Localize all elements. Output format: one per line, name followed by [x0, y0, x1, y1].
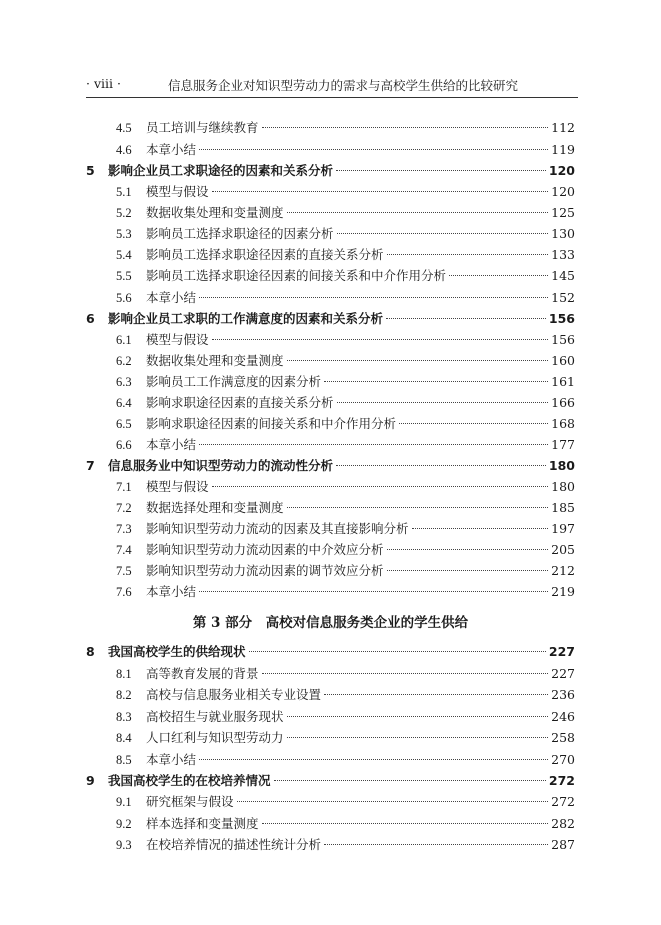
entry-number: 8.5: [116, 753, 132, 767]
toc-section-entry[interactable]: [0, 791, 661, 813]
entry-title: 模型与假设: [146, 332, 209, 347]
entry-page-number: 120: [548, 163, 575, 178]
toc-chapter-entry[interactable]: [0, 160, 661, 182]
dot-leader: [324, 844, 548, 845]
entry-number: 9: [86, 773, 95, 788]
dot-leader: [199, 297, 548, 298]
dot-leader: [387, 549, 549, 550]
toc-section-entry[interactable]: [0, 476, 661, 498]
toc-section-entry[interactable]: [0, 265, 661, 287]
entry-page-number: 197: [551, 521, 575, 536]
entry-title: 影响企业员工求职途径的因素和关系分析: [108, 163, 334, 178]
entry-number: 5.6: [116, 291, 132, 305]
entry-number: 9.2: [116, 817, 132, 831]
entry-page-number: 166: [551, 395, 575, 410]
toc-section-entry[interactable]: [0, 434, 661, 456]
entry-page-number: 287: [551, 837, 575, 852]
dot-leader: [449, 275, 548, 276]
entry-page-number: 156: [548, 311, 575, 326]
entry-title: 数据选择处理和变量测度: [146, 500, 284, 515]
dot-leader: [287, 716, 549, 717]
toc-chapter-entry[interactable]: [0, 641, 661, 663]
toc-section-entry[interactable]: [0, 117, 661, 139]
entry-title: 影响知识型劳动力流动的因素及其直接影响分析: [146, 521, 409, 536]
entry-number: 4.6: [116, 143, 132, 157]
toc-section-entry[interactable]: [0, 560, 661, 582]
entry-title: 样本选择和变量测度: [146, 816, 259, 831]
running-header: [86, 76, 578, 96]
entry-title: 在校培养情况的描述性统计分析: [146, 837, 322, 852]
entry-page-number: 185: [551, 500, 575, 515]
entry-page-number: 145: [551, 268, 575, 283]
entry-page-number: 180: [551, 479, 575, 494]
entry-number: 6.4: [116, 396, 132, 410]
toc-section-entry[interactable]: [0, 497, 661, 519]
dot-leader: [199, 591, 548, 592]
entry-page-number: 161: [551, 374, 575, 389]
entry-page-number: 160: [551, 353, 575, 368]
dot-leader: [287, 737, 549, 738]
entry-number: 8.3: [116, 710, 132, 724]
entry-number: 4.5: [116, 121, 132, 135]
dot-leader: [399, 423, 548, 424]
toc-chapter-entry[interactable]: [0, 770, 661, 792]
entry-number: 5.3: [116, 227, 132, 241]
toc-chapter-entry[interactable]: [0, 455, 661, 477]
entry-number: 6.6: [116, 438, 132, 452]
dot-leader: [199, 444, 548, 445]
entry-title: 影响员工选择求职途径因素的间接关系和中介作用分析: [146, 268, 447, 283]
entry-title: 影响求职途径因素的间接关系和中介作用分析: [146, 416, 397, 431]
toc-section-entry[interactable]: [0, 329, 661, 351]
entry-number: 5.4: [116, 248, 132, 262]
entry-page-number: 272: [548, 773, 575, 788]
part-heading: 第 3 部分 高校对信息服务类企业的学生供给: [192, 615, 469, 631]
toc-section-entry[interactable]: [0, 139, 661, 161]
toc-section-entry[interactable]: [0, 813, 661, 835]
toc-section-entry[interactable]: [0, 727, 661, 749]
entry-title: 人口红利与知识型劳动力: [146, 730, 284, 745]
entry-number: 8: [86, 644, 95, 659]
entry-title: 影响员工工作满意度的因素分析: [146, 374, 322, 389]
entry-title: 影响员工选择求职途径的因素分析: [146, 226, 334, 241]
entry-title: 本章小结: [146, 142, 197, 157]
dot-leader: [287, 507, 549, 508]
entry-page-number: 205: [551, 542, 575, 557]
toc-section-entry[interactable]: [0, 413, 661, 435]
dot-leader: [199, 149, 548, 150]
entry-number: 6.5: [116, 417, 132, 431]
book-title: 信息服务企业对知识型劳动力的需求与高校学生供给的比较研究: [168, 78, 519, 93]
entry-page-number: 272: [551, 794, 575, 809]
entry-number: 7.5: [116, 564, 132, 578]
entry-title: 数据收集处理和变量测度: [146, 353, 284, 368]
entry-number: 6.3: [116, 375, 132, 389]
dot-leader: [199, 759, 548, 760]
dot-leader: [287, 212, 549, 213]
entry-title: 高等教育发展的背景: [146, 666, 259, 681]
toc-section-entry[interactable]: [0, 392, 661, 414]
toc-chapter-entry[interactable]: [0, 308, 661, 330]
entry-title: 本章小结: [146, 752, 197, 767]
dot-leader: [324, 381, 548, 382]
entry-title: 信息服务业中知识型劳动力的流动性分析: [108, 458, 334, 473]
entry-page-number: 282: [551, 816, 575, 831]
dot-leader: [337, 402, 549, 403]
toc-section-entry[interactable]: [0, 181, 661, 203]
entry-title: 模型与假设: [146, 184, 209, 199]
entry-number: 7.2: [116, 501, 132, 515]
entry-page-number: 168: [551, 416, 575, 431]
entry-title: 本章小结: [146, 290, 197, 305]
entry-page-number: 212: [551, 563, 575, 578]
entry-number: 5.5: [116, 269, 132, 283]
header-rule: [86, 97, 578, 98]
entry-title: 本章小结: [146, 437, 197, 452]
dot-leader: [262, 823, 549, 824]
entry-number: 7.3: [116, 522, 132, 536]
entry-page-number: 258: [551, 730, 575, 745]
entry-page-number: 236: [551, 687, 575, 702]
entry-page-number: 120: [551, 184, 575, 199]
entry-number: 7.4: [116, 543, 132, 557]
entry-number: 6: [86, 311, 95, 326]
toc-section-entry[interactable]: [0, 287, 661, 309]
entry-page-number: 227: [551, 666, 575, 681]
entry-number: 8.4: [116, 731, 132, 745]
entry-page-number: 219: [551, 584, 575, 599]
entry-title: 影响员工选择求职途径因素的直接关系分析: [146, 247, 384, 262]
entry-number: 6.1: [116, 333, 132, 347]
toc-section-entry[interactable]: [0, 223, 661, 245]
entry-number: 7.6: [116, 585, 132, 599]
entry-number: 9.3: [116, 838, 132, 852]
dot-leader: [287, 360, 549, 361]
dot-leader: [412, 528, 549, 529]
entry-number: 5: [86, 163, 95, 178]
dot-leader: [237, 801, 549, 802]
entry-page-number: 246: [551, 709, 575, 724]
entry-page-number: 152: [551, 290, 575, 305]
entry-page-number: 112: [551, 120, 575, 135]
dot-leader: [262, 127, 549, 128]
toc-section-entry[interactable]: [0, 706, 661, 728]
toc-section-entry[interactable]: [0, 244, 661, 266]
entry-number: 8.1: [116, 667, 132, 681]
toc-section-entry[interactable]: [0, 749, 661, 771]
dot-leader: [387, 254, 549, 255]
entry-number: 9.1: [116, 795, 132, 809]
entry-page-number: 177: [551, 437, 575, 452]
entry-page-number: 130: [551, 226, 575, 241]
entry-page-number: 133: [551, 247, 575, 262]
entry-number: 5.1: [116, 185, 132, 199]
toc-section-entry[interactable]: [0, 684, 661, 706]
entry-page-number: 270: [551, 752, 575, 767]
entry-title: 高校与信息服务业相关专业设置: [146, 687, 322, 702]
toc-section-entry[interactable]: [0, 581, 661, 603]
entry-number: 8.2: [116, 688, 132, 702]
entry-title: 影响求职途径因素的直接关系分析: [146, 395, 334, 410]
entry-title: 研究框架与假设: [146, 794, 234, 809]
dot-leader: [212, 339, 549, 340]
entry-page-number: 156: [551, 332, 575, 347]
entry-number: 7.1: [116, 480, 132, 494]
toc-section-entry[interactable]: [0, 663, 661, 685]
entry-number: 7: [86, 458, 95, 473]
dot-leader: [337, 233, 549, 234]
entry-page-number: 180: [548, 458, 575, 473]
entry-title: 影响企业员工求职的工作满意度的因素和关系分析: [108, 311, 384, 326]
entry-title: 员工培训与继续教育: [146, 120, 259, 135]
dot-leader: [336, 465, 546, 466]
dot-leader: [262, 673, 549, 674]
page-number: · viii ·: [86, 76, 121, 91]
toc-section-entry[interactable]: [0, 834, 661, 856]
toc-section-entry[interactable]: [0, 371, 661, 393]
entry-title: 模型与假设: [146, 479, 209, 494]
entry-title: 我国高校学生的供给现状: [108, 644, 246, 659]
entry-page-number: 227: [548, 644, 575, 659]
entry-page-number: 119: [551, 142, 575, 157]
entry-title: 影响知识型劳动力流动因素的中介效应分析: [146, 542, 384, 557]
entry-title: 本章小结: [146, 584, 197, 599]
toc-section-entry[interactable]: [0, 518, 661, 540]
dot-leader: [387, 570, 549, 571]
toc-section-entry[interactable]: [0, 539, 661, 561]
dot-leader: [212, 191, 549, 192]
entry-number: 5.2: [116, 206, 132, 220]
entry-number: 6.2: [116, 354, 132, 368]
entry-page-number: 125: [551, 205, 575, 220]
entry-title: 数据收集处理和变量测度: [146, 205, 284, 220]
toc-section-entry[interactable]: [0, 202, 661, 224]
dot-leader: [249, 651, 546, 652]
entry-title: 我国高校学生的在校培养情况: [108, 773, 271, 788]
dot-leader: [324, 694, 548, 695]
entry-title: 高校招生与就业服务现状: [146, 709, 284, 724]
entry-title: 影响知识型劳动力流动因素的调节效应分析: [146, 563, 384, 578]
dot-leader: [386, 318, 546, 319]
dot-leader: [274, 780, 546, 781]
toc-section-entry[interactable]: [0, 350, 661, 372]
dot-leader: [212, 486, 549, 487]
dot-leader: [336, 170, 546, 171]
